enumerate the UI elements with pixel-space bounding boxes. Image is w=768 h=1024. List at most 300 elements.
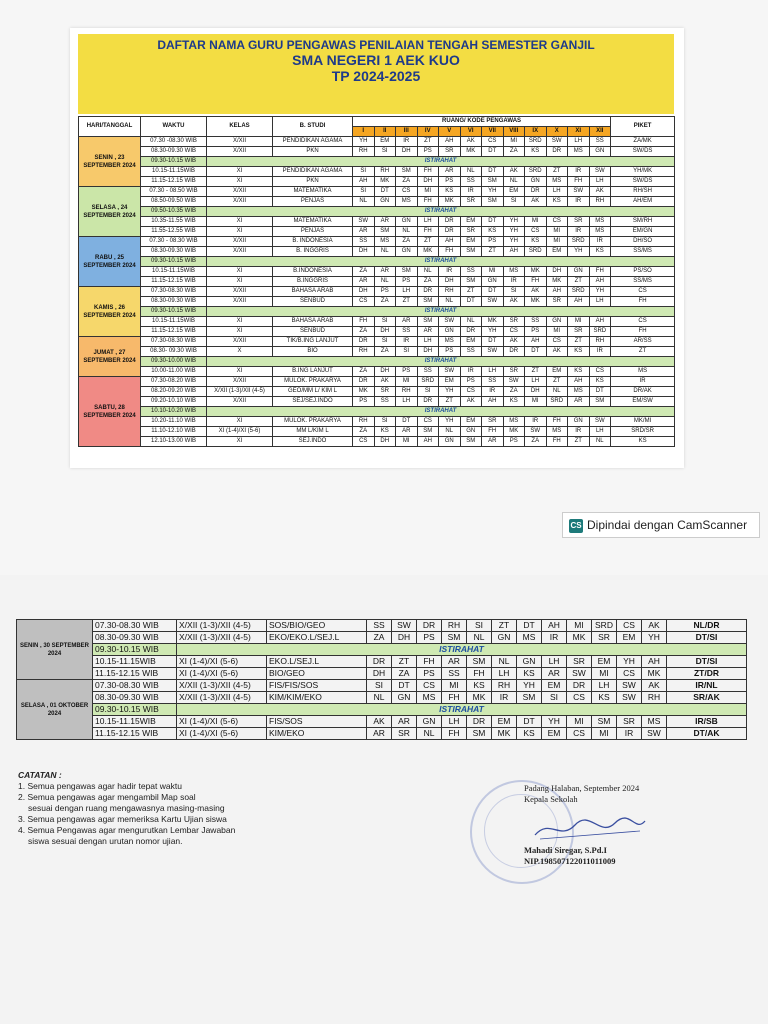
time-cell: 10.35-11.55 WIB [141,217,207,227]
time-cell: 08.50-09.50 WIB [141,197,207,207]
proctor-code-cell: AR [353,277,375,287]
proctor-code-cell: MS [546,177,568,187]
room-header-cell: IX [525,127,547,137]
proctor-code-cell: PS [439,177,461,187]
proctor-code-cell: SM [482,177,504,187]
proctor-code-cell: YH [482,327,504,337]
break-row [79,357,675,367]
subject-cell: SEJ.INDO [273,437,353,447]
proctor-code-cell: SRD [568,287,590,297]
room-header-cell: I [353,127,375,137]
proctor-code-cell: NL [353,197,375,207]
proctor-code-cell: MI [567,716,592,728]
time-cell: 11.10-12.10 WIB [141,427,207,437]
proctor-code-cell: IR [589,347,611,357]
proctor-code-cell: SI [374,317,396,327]
proctor-code-cell: GN [589,147,611,157]
proctor-code-cell: SS [589,137,611,147]
proctor-code-cell: AH [589,317,611,327]
proctor-code-cell: FH [353,317,375,327]
piket-cell: RH/SH [611,187,675,197]
proctor-code-cell: GN [439,437,461,447]
proctor-code-cell: SM [396,167,418,177]
proctor-code-cell: SM [417,427,439,437]
proctor-code-cell: LH [442,716,467,728]
proctor-code-cell: PS [460,377,482,387]
time-cell: 09.30-10.15 WIB [93,644,177,656]
title-line-2: SMA NEGERI 1 AEK KUO [292,52,460,68]
proctor-code-cell: SS [460,267,482,277]
header-rooms: RUANG/ KODE PENGAWAS [353,117,611,127]
proctor-code-cell: IR [396,337,418,347]
proctor-code-cell: NL [467,632,492,644]
proctor-code-cell: MK [374,177,396,187]
table-row [17,632,747,644]
time-cell: 07.30-08.30 WIB [93,680,177,692]
time-cell: 11.15-12.15 WIB [141,327,207,337]
proctor-code-cell: SRD [417,377,439,387]
proctor-code-cell: SW [482,297,504,307]
proctor-code-cell: PS [482,237,504,247]
proctor-code-cell: RH [492,680,517,692]
proctor-code-cell: FH [589,267,611,277]
class-cell: XI [207,217,273,227]
proctor-code-cell: AK [525,287,547,297]
break-row [17,644,747,656]
title-banner [78,34,674,114]
proctor-code-cell: CS [417,417,439,427]
class-cell: XI [207,367,273,377]
proctor-code-cell: IR [617,728,642,740]
proctor-code-cell: DT [482,167,504,177]
proctor-code-cell: CS [353,437,375,447]
table-row [79,397,675,407]
proctor-code-cell: FH [482,427,504,437]
table-row [79,427,675,437]
proctor-code-cell: MI [503,137,525,147]
proctor-code-cell: YH [439,417,461,427]
sign-name: Mahadi Siregar, S.Pd.I [524,845,607,855]
proctor-code-cell: MI [546,237,568,247]
time-cell: 11.55-12.55 WIB [141,227,207,237]
break-row [79,157,675,167]
proctor-code-cell: LH [589,177,611,187]
proctor-code-cell: MK [467,692,492,704]
proctor-code-cell: ZA [503,387,525,397]
proctor-code-cell: DT [482,147,504,157]
proctor-code-cell: SM [460,277,482,287]
subject-cell: SENBUD [273,297,353,307]
sign-place-date: Padang Halaban, September 2024 [524,783,640,793]
proctor-code-cell: KS [517,668,542,680]
proctor-code-cell: AH [417,437,439,447]
proctor-code-cell: PS [396,277,418,287]
proctor-code-cell: AH [568,377,590,387]
proctor-code-cell: SI [374,417,396,427]
proctor-code-cell: ZT [568,437,590,447]
proctor-code-cell: SI [396,347,418,357]
break-row [79,407,675,417]
proctor-code-cell: FH [442,692,467,704]
proctor-code-cell: DR [503,347,525,357]
proctor-code-cell: ZA [374,297,396,307]
piket-cell: FH [611,297,675,307]
proctor-code-cell: DH [417,347,439,357]
proctor-code-cell: SRD [525,167,547,177]
proctor-code-cell: MS [568,387,590,397]
proctor-code-cell: SW [589,417,611,427]
proctor-code-cell: SW [617,680,642,692]
proctor-code-cell: DH [546,267,568,277]
proctor-code-cell: GN [374,197,396,207]
time-cell: 09.30-10.15 WIB [141,257,207,267]
title-line-1: DAFTAR NAMA GURU PENGAWAS PENILAIAN TENGAH SEMESTER GANJIL [157,38,595,52]
proctor-code-cell: SW [567,668,592,680]
proctor-code-cell: SI [374,337,396,347]
proctor-code-cell: GN [417,716,442,728]
proctor-code-cell: LH [568,137,590,147]
proctor-code-cell: GN [439,327,461,337]
subject-cell: PENJAS [273,197,353,207]
proctor-code-cell: KS [592,692,617,704]
proctor-code-cell: EM [374,137,396,147]
proctor-code-cell: MS [503,267,525,277]
proctor-code-cell: LH [589,427,611,437]
proctor-code-cell: LH [482,367,504,377]
proctor-code-cell: AK [460,137,482,147]
class-cell: X/XII [207,237,273,247]
time-cell: 09.30-10.15 WIB [141,307,207,317]
piket-cell: EM/GN [611,227,675,237]
proctor-code-cell: SRD [546,397,568,407]
time-cell: 09.30-10.15 WIB [141,157,207,167]
proctor-code-cell: YH [542,716,567,728]
proctor-code-cell: GN [392,692,417,704]
proctor-code-cell: KS [568,367,590,377]
proctor-code-cell: SR [439,147,461,157]
proctor-code-cell: SR [546,297,568,307]
piket-cell: DR/AK [611,387,675,397]
proctor-code-cell: SS [374,397,396,407]
proctor-code-cell: CS [546,217,568,227]
notes-title: CATATAN : [18,770,62,780]
proctor-code-cell: FH [439,247,461,257]
proctor-code-cell: DT [482,217,504,227]
proctor-code-cell: LH [589,297,611,307]
proctor-code-cell: AK [546,347,568,357]
note-item: 1. Semua pengawas agar hadir tepat waktu [18,781,182,791]
proctor-code-cell: NL [546,387,568,397]
class-cell: XI [207,267,273,277]
proctor-code-cell: AK [460,397,482,407]
proctor-code-cell: GN [517,656,542,668]
piket-cell: FH [611,327,675,337]
proctor-code-cell: YH [517,680,542,692]
proctor-code-cell: KS [517,728,542,740]
table-row [79,387,675,397]
day-cell: SENIN , 30 SEPTEMBER 2024 [17,620,93,680]
table-row [79,437,675,447]
class-cell: XI (1-4)/XI (5-6) [207,427,273,437]
proctor-code-cell: MK [546,277,568,287]
proctor-code-cell: DR [546,147,568,157]
proctor-code-cell: IR [460,367,482,377]
time-cell: 09.30-10.00 WIB [141,357,207,367]
proctor-code-cell: DH [439,277,461,287]
proctor-code-cell: SR [617,716,642,728]
time-cell: 07.30-08.30 WIB [141,337,207,347]
proctor-code-cell: AR [374,267,396,277]
proctor-code-cell: ZT [568,277,590,287]
day-cell: KAMIS , 26 SEPTEMBER 2024 [79,287,141,337]
subject-cell: MM L/KIM L [273,427,353,437]
proctor-code-cell: GN [568,267,590,277]
proctor-code-cell: KS [503,397,525,407]
proctor-code-cell: DT [525,347,547,357]
room-header-cell: VIII [503,127,525,137]
subject-cell: MATEMATIKA [273,187,353,197]
proctor-code-cell: AK [642,620,667,632]
proctor-code-cell: SW [353,217,375,227]
subject-cell: PENJAS [273,227,353,237]
class-cell: XI [207,327,273,337]
proctor-code-cell: LH [492,668,517,680]
proctor-code-cell: RH [353,417,375,427]
day-cell: SENIN , 23 SEPTEMBER 2024 [79,137,141,187]
proctor-code-cell: SR [460,227,482,237]
proctor-code-cell: SM [592,716,617,728]
proctor-code-cell: GN [482,277,504,287]
proctor-code-cell: AR [542,668,567,680]
break-row [17,704,747,716]
proctor-code-cell: AK [374,377,396,387]
proctor-code-cell: MK [642,668,667,680]
proctor-code-cell: DT [396,417,418,427]
proctor-code-cell: YH [617,656,642,668]
proctor-code-cell: GN [460,427,482,437]
proctor-code-cell: NL [503,177,525,187]
proctor-code-cell: EM [460,337,482,347]
proctor-code-cell: MS [589,217,611,227]
proctor-code-cell: MS [396,197,418,207]
class-cell: X/XII [207,197,273,207]
sign-position: Kepala Sekolah [524,794,578,804]
proctor-code-cell: NL [439,297,461,307]
class-cell: XI (1-4)/XI (5-6) [177,668,267,680]
break-label: ISTIRAHAT [177,644,747,656]
proctor-code-cell: PS [439,347,461,357]
proctor-code-cell: AR [396,427,418,437]
proctor-code-cell: YH [353,137,375,147]
proctor-code-cell: DR [417,287,439,297]
proctor-code-cell: IR [568,197,590,207]
proctor-code-cell: SRD [592,620,617,632]
day-cell: JUMAT , 27 SEPTEMBER 2024 [79,337,141,377]
piket-cell: SW/DS [611,147,675,157]
piket-cell: ZT/DR [667,668,747,680]
proctor-code-cell: RH [374,167,396,177]
proctor-code-cell: EM [439,377,461,387]
subject-cell: B. INDONESIA [273,237,353,247]
time-cell: 08.30-09.30 WIB [93,692,177,704]
subject-cell: TIK/B.ING LANJUT [273,337,353,347]
proctor-code-cell: SI [374,147,396,157]
time-cell: 11.15-12.15 WIB [93,668,177,680]
subject-cell: B.INDONESIA [273,267,353,277]
proctor-code-cell: MK [492,728,517,740]
proctor-code-cell: CS [460,387,482,397]
class-cell: X/XII (1-3)/XII (4-5) [177,692,267,704]
proctor-code-cell: IR [568,167,590,177]
proctor-code-cell: ZT [546,167,568,177]
proctor-code-cell: IR [568,427,590,437]
proctor-code-cell: GN [492,632,517,644]
proctor-code-cell: MK [460,147,482,157]
proctor-code-cell: YH [503,227,525,237]
proctor-code-cell: CS [503,327,525,337]
proctor-code-cell: YH [482,187,504,197]
subject-cell: BAHASA ARAB [273,317,353,327]
time-cell: 11.15-12.15 WIB [93,728,177,740]
proctor-code-cell: AK [503,337,525,347]
proctor-code-cell: KS [589,377,611,387]
proctor-code-cell: EM [460,417,482,427]
proctor-code-cell: AH [439,137,461,147]
time-cell: 10.15-11.15WIB [141,267,207,277]
proctor-code-cell: NL [492,656,517,668]
proctor-code-cell: CS [417,680,442,692]
proctor-code-cell: YH [589,287,611,297]
subject-cell: FIS/SOS [267,716,367,728]
proctor-code-cell: SR [568,327,590,337]
day-cell: SELASA , 01 OKTOBER 2024 [17,680,93,740]
time-cell: 10.20-11.10 WIB [141,417,207,427]
class-cell: X/XII [207,187,273,197]
proctor-code-cell: GN [525,177,547,187]
proctor-code-cell: RH [642,692,667,704]
piket-cell: PS/SO [611,267,675,277]
room-header-cell: XII [589,127,611,137]
proctor-code-cell: MK [567,632,592,644]
class-cell: XI [207,317,273,327]
proctor-code-cell: SW [439,317,461,327]
table-row [79,367,675,377]
piket-cell: DT/SI [667,632,747,644]
piket-cell: DT/AK [667,728,747,740]
proctor-code-cell: KS [439,187,461,197]
room-header-cell: V [439,127,461,137]
time-cell: 08.30-09.30 WIB [141,247,207,257]
proctor-code-cell: PS [417,668,442,680]
proctor-code-cell: MK [417,247,439,257]
proctor-code-cell: FH [546,417,568,427]
proctor-code-cell: EM [492,716,517,728]
class-cell: X/XII [207,287,273,297]
time-cell: 10.15-11.15WIB [93,656,177,668]
table-row [17,620,747,632]
proctor-code-cell: DT [517,716,542,728]
table-row [79,337,675,347]
proctor-code-cell: FH [546,437,568,447]
proctor-code-cell: MS [374,237,396,247]
proctor-code-cell: ZT [439,397,461,407]
proctor-code-cell: AK [525,197,547,207]
piket-cell: YH/MK [611,167,675,177]
proctor-code-cell: YH [642,632,667,644]
piket-cell: DH/SO [611,237,675,247]
proctor-code-cell: MS [589,227,611,237]
proctor-code-cell: ZT [460,287,482,297]
proctor-code-cell: NL [589,437,611,447]
proctor-code-cell: MI [546,327,568,337]
proctor-code-cell: EM [592,656,617,668]
time-cell: 10.00-11.00 WIB [141,367,207,377]
table-row [17,716,747,728]
proctor-code-cell: LH [396,287,418,297]
proctor-code-cell: FH [417,167,439,177]
proctor-code-cell: MI [396,377,418,387]
proctor-code-cell: DT [374,187,396,197]
piket-cell: KS [611,437,675,447]
proctor-code-cell: ZT [482,247,504,257]
scan-page-1 [70,28,684,468]
note-item: sesuai dengan ruang mengawasnya masing-masing [28,803,225,813]
piket-cell: SM/RH [611,217,675,227]
time-cell: 08.30-09.30 WIB [141,147,207,157]
time-cell: 12.10-13.00 WIB [141,437,207,447]
proctor-code-cell: KS [482,227,504,237]
proctor-code-cell: SR [567,656,592,668]
proctor-code-cell: YH [568,247,590,257]
proctor-code-cell: AR [367,728,392,740]
proctor-code-cell: AK [589,187,611,197]
class-cell: X/XII (1-3)/XII (4-5) [177,632,267,644]
proctor-code-cell: RH [353,147,375,157]
proctor-code-cell: AR [396,317,418,327]
proctor-code-cell: ZT [396,297,418,307]
proctor-code-cell: DH [353,287,375,297]
time-cell: 07.30 -08.30 WIB [141,137,207,147]
table-row [79,287,675,297]
proctor-code-cell: LH [396,397,418,407]
time-cell: 07.30 - 08.30 WIB [141,237,207,247]
proctor-code-cell: ZT [392,656,417,668]
proctor-code-cell: ZA [525,437,547,447]
class-cell: XI (1-4)/XI (5-6) [177,656,267,668]
table-row [17,668,747,680]
proctor-code-cell: SR [592,632,617,644]
proctor-code-cell: SW [589,167,611,177]
proctor-code-cell: LH [542,656,567,668]
class-cell: X/XII (1-3)/XII (4-5) [177,680,267,692]
proctor-code-cell: MK [439,197,461,207]
table-row [79,167,675,177]
camscanner-watermark [562,512,760,538]
proctor-code-cell: AH [546,287,568,297]
table-row [17,692,747,704]
proctor-code-cell: MI [396,437,418,447]
proctor-code-cell: CS [567,728,592,740]
piket-cell: SR/AK [667,692,747,704]
proctor-code-cell: SW [568,187,590,197]
proctor-code-cell: PS [417,632,442,644]
table-row [79,247,675,257]
piket-cell: NL/DR [667,620,747,632]
proctor-code-cell: EM [617,632,642,644]
proctor-code-cell: SW [439,367,461,377]
proctor-code-cell: ZT [417,237,439,247]
proctor-code-cell: NL [439,427,461,437]
